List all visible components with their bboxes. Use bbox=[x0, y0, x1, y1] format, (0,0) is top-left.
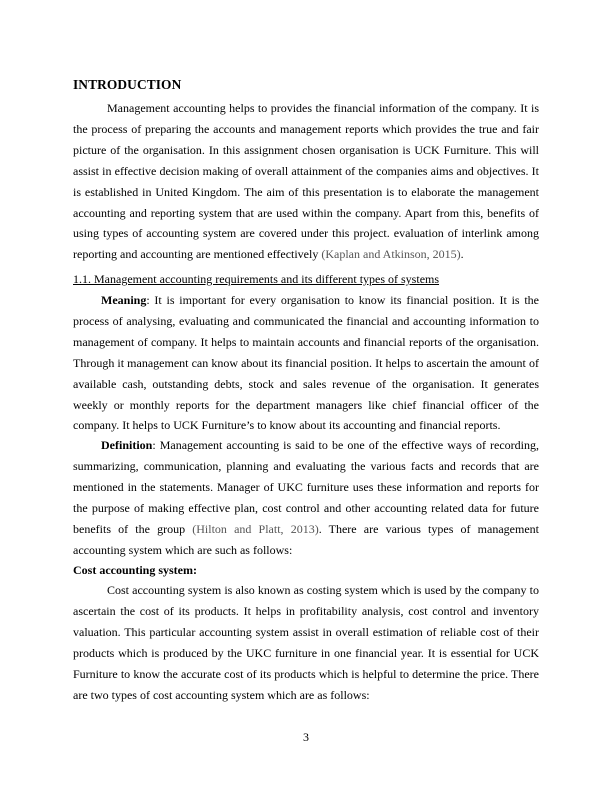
definition-citation: (Hilton and Platt, 2013) bbox=[192, 521, 319, 536]
cost-text: Cost accounting system is also known as costing system which is used by the company to ascertain the cost of its products. It helps in profitability analysis, cost control and inventory valuation. This particular accounting system assist in overall estimation of reliable cost of their products which is produced by the UKC furniture in one financial year. It is essential for UCK Furniture to know the accurate cost of its products which is helpful to determine the price. There are two types of cost accounting system which are as follows: bbox=[73, 583, 539, 702]
definition-paragraph bbox=[73, 435, 539, 560]
definition-label: Definition bbox=[101, 438, 153, 452]
definition-end: . There are various types of management accounting system which are such as follows: bbox=[73, 521, 539, 557]
meaning-paragraph bbox=[73, 290, 539, 436]
definition-text: : Management accounting is said to be one of the effective ways of recording, summarizing, communication, planning and evaluating the various facts and records that are mentioned in the statements. Manager of UKC furniture uses these information and reports for the purpose of making effective plan, cost control and other accounting related data for future benefits of the group bbox=[73, 438, 539, 536]
meaning-text: : It is important for every organisation to know its financial position. It is the process of analysing, evaluating and communicated the financial and accounting information to management of company. It helps to maintain accounts and financial reports of the organisation. Through it management can know about its financial position. It helps to ascertain the amount of available cash, outstanding debts, stock and sales revenue of the organisation. It generates weekly or monthly reports for the department managers like chief financial officer of the company. It helps to UCK Furniture’s to know about its accounting and financial reports. bbox=[73, 293, 539, 433]
cost-heading: Cost accounting system: bbox=[73, 563, 197, 577]
section-heading: INTRODUCTION bbox=[73, 77, 182, 92]
intro-text: Management accounting helps to provides the financial information of the company. It is the process of preparing the accounts and management reports which provides the true and fair picture of the organisation. In this assignment chosen organisation is UCK Furniture. This will assist in effective decision making of overall attainment of the companies aims and objectives. It is established in United Kingdom. The aim of this presentation is to elaborate the management accounting and reporting system that are used within the company. Apart from this, benefits of using types of accounting system are covered under this project. evaluation of interlink among reporting and accounting are mentioned effectively bbox=[73, 101, 539, 262]
subheading: 1.1. Management accounting requirements and its different types of systems bbox=[73, 272, 440, 286]
intro-citation: (Kaplan and Atkinson, 2015) bbox=[321, 247, 461, 262]
intro-end: . bbox=[460, 247, 464, 262]
meaning-label: Meaning bbox=[101, 293, 147, 307]
cost-paragraph bbox=[73, 580, 539, 705]
intro-paragraph bbox=[73, 98, 539, 265]
page-number: 3 bbox=[303, 730, 309, 744]
